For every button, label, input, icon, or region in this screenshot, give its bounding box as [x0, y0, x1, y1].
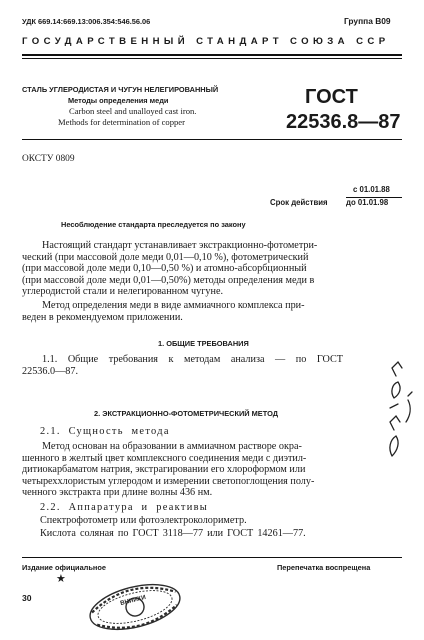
page-number: 30	[22, 593, 32, 603]
title-english-line-1: Carbon steel and unalloyed cast iron.	[69, 106, 197, 116]
library-stamp	[80, 575, 190, 635]
text-line: Метод определения меди в виде аммиачного комплекса при-	[42, 300, 305, 311]
text-line: ческий (при массовой доле меди 0,01—0,10 %), фотометрический	[22, 251, 309, 263]
text-line: дитиокарбаматом натрия, экстрагировании его хлороформом или	[22, 464, 306, 476]
official-edition: Издание официальное	[22, 563, 107, 572]
state-standard-banner: ГОСУДАРСТВЕННЫЙ СТАНДАРТ СОЮЗА ССР	[22, 36, 390, 47]
margin-annotation-drawing	[384, 352, 416, 464]
group-code: Группа В09	[344, 16, 391, 26]
equipment-line: Спектрофотометр или фотоэлектроколориметр.	[40, 515, 247, 526]
validity-to: до 01.01.98	[346, 198, 389, 207]
reagent-line: Кислота соляная по ГОСТ 3118—77 или ГОСТ 14261—77.	[40, 528, 306, 539]
text-line: 22536.0—87.	[22, 365, 79, 377]
subsection-2-1-heading: 2.1. Сущность метода	[40, 426, 170, 437]
validity-label: Срок действия	[270, 198, 328, 207]
text-line: углеродистой стали и нелегированном чугуне.	[22, 286, 224, 298]
subsection-2-2-heading: 2.2. Аппаратура и реактивы	[40, 502, 209, 513]
text-line: Настоящий стандарт устанавливает экстракционно-фотометри-	[42, 240, 318, 251]
section-2-heading: 2. ЭКСТРАКЦИОННО-ФОТОМЕТРИЧЕСКИЙ МЕТОД	[94, 409, 278, 418]
header-rule-thin	[22, 58, 402, 59]
text-line: четыреххлористым углеродом и измерении светопоглощения полу-	[22, 475, 315, 487]
footer-rule	[22, 557, 402, 558]
legal-warning: Несоблюдение стандарта преследуется по закону	[61, 220, 246, 229]
text-line: Метод основан на образовании в аммиачном растворе окра-	[42, 441, 302, 452]
section-1-heading: 1. ОБЩИЕ ТРЕБОВАНИЯ	[158, 339, 249, 348]
text-line: ченного экстракта при длине волны 436 нм.	[22, 487, 213, 499]
library-stamp-seal	[80, 575, 190, 635]
text-line: (при массовой доле меди 0,01—0,50%) методы определения меди в	[22, 274, 315, 286]
star-icon: ★	[56, 572, 66, 585]
standard-subtitle: Методы определения меди	[68, 96, 169, 105]
text-line: (при массовой доле меди 0,10—0,50 %) и атомно-абсорбционный	[22, 263, 307, 275]
title-english-line-2: Methods for determination of copper	[58, 117, 185, 127]
text-line: 1.1. Общие требования к методам анализа — по ГОСТ	[42, 354, 343, 365]
text-line: веден в рекомендуемом приложении.	[22, 311, 183, 323]
header-rule-thick	[22, 54, 402, 56]
udk-code: УДК 669.14:669.13:006.354:546.56.06	[22, 17, 151, 26]
gost-number: 22536.8—87	[286, 111, 401, 133]
okstu-code: ОКСТУ 0809	[22, 154, 75, 164]
title-rule	[22, 139, 402, 140]
gost-label: ГОСТ	[305, 86, 358, 108]
text-line: шенного в желтый цвет комплексного соединения меди с диэтил-	[22, 452, 307, 464]
stamp-center-text: ВНИИКИ	[119, 593, 147, 608]
section-2-1-paragraph	[22, 441, 402, 499]
intro-paragraph-1	[22, 240, 402, 298]
reprint-prohibited: Перепечатка воспрещена	[277, 563, 371, 572]
section-1-paragraph	[22, 354, 402, 377]
validity-from: с 01.01.88	[353, 185, 390, 194]
standard-title: СТАЛЬ УГЛЕРОДИСТАЯ И ЧУГУН НЕЛЕГИРОВАННЫЙ	[22, 85, 219, 94]
margin-annotation	[384, 352, 416, 464]
intro-paragraph-2	[22, 300, 402, 323]
